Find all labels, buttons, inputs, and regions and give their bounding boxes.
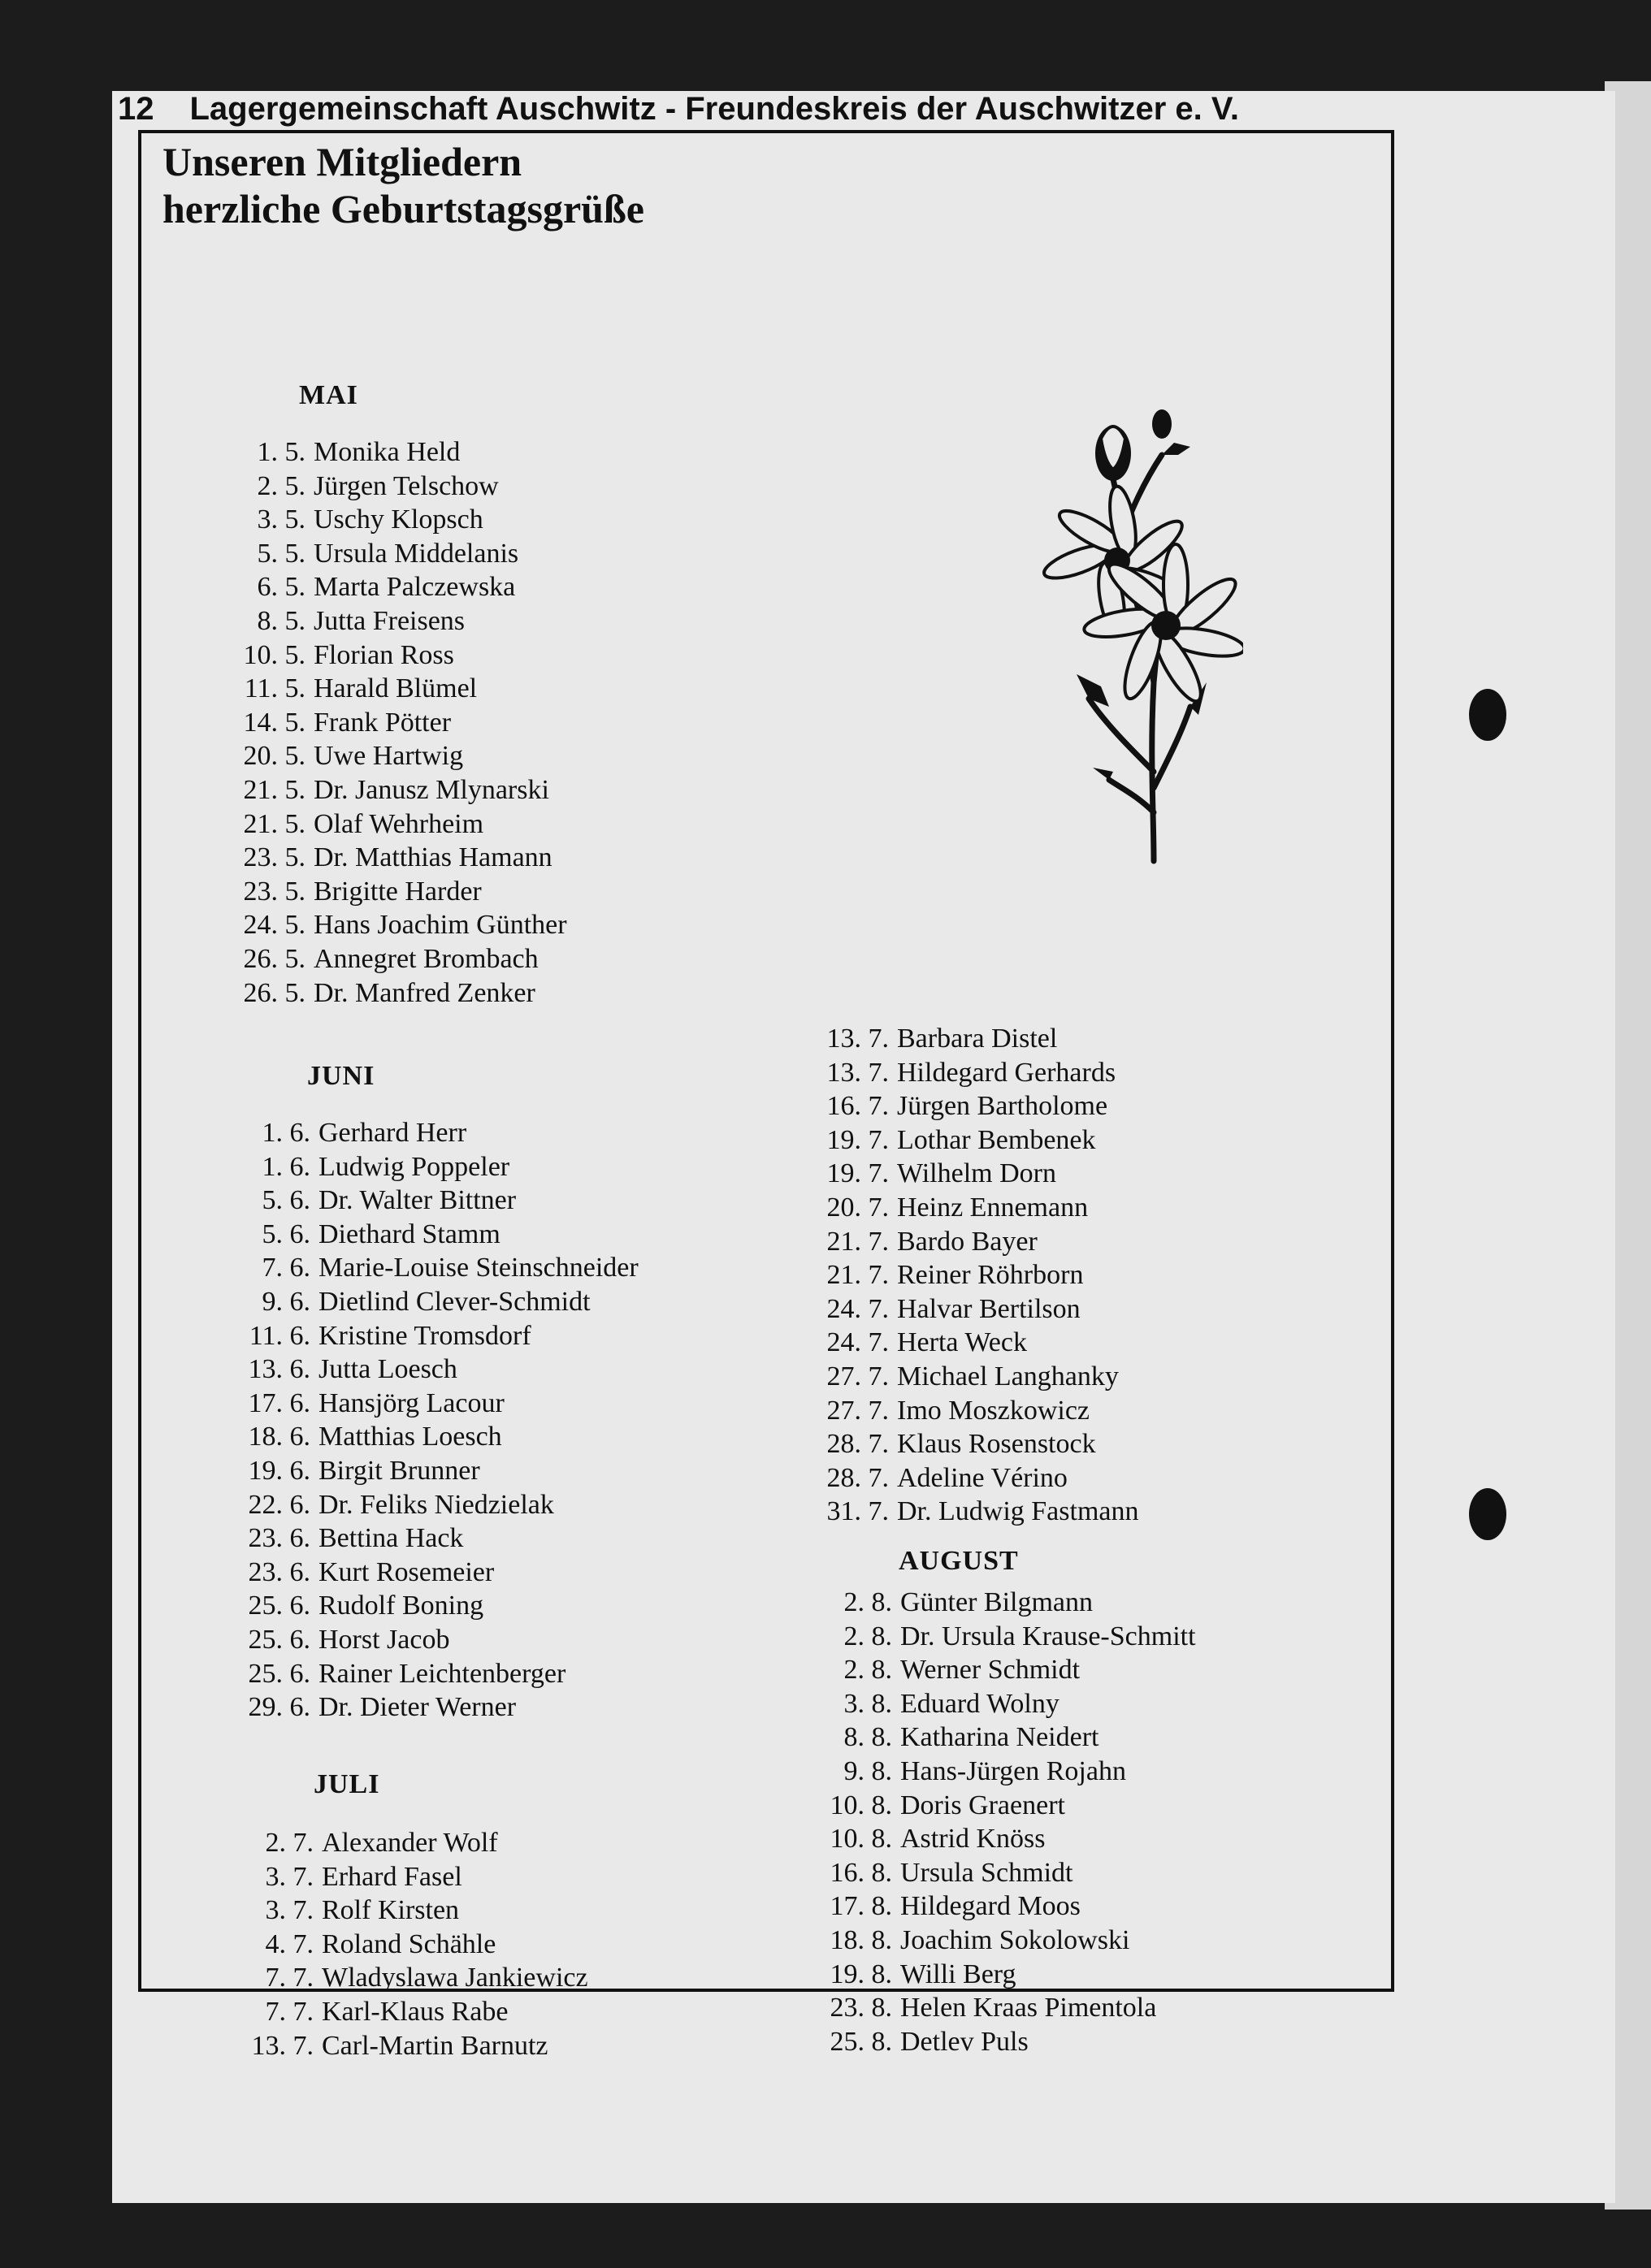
birthday-date: 4. 7. [265,1928,314,1959]
month-heading-juni: JUNI [307,1061,375,1091]
birthday-date: 11. 6. [249,1320,310,1351]
member-name: Helen Kraas Pimentola [900,1993,1157,2023]
list-item [236,1995,588,2029]
birthday-date: 28. 7. [826,1462,889,1493]
member-name: Brigitte Harder [314,876,482,907]
member-name: Hildegard Gerhards [897,1057,1116,1088]
birthday-date: 25. 6. [248,1591,310,1621]
list-item [232,1218,639,1252]
birthday-date: 24. 5. [243,910,306,941]
birthday-date: 5. 5. [257,538,306,569]
member-name: Jürgen Telschow [314,470,499,501]
member-name: Adeline Vérino [897,1462,1068,1493]
birthday-date: 1. 5. [257,437,306,467]
list-item [232,1116,639,1150]
list-item [228,604,567,638]
list-item [232,1657,639,1691]
member-name: Florian Ross [314,639,454,670]
member-name: Willi Berg [900,1959,1016,1989]
birthday-date: 16. 7. [826,1091,889,1122]
list-item [236,1928,588,1962]
member-name: Katharina Neidert [900,1722,1099,1753]
list-item [811,1258,1138,1292]
birthday-date: 19. 6. [248,1455,310,1486]
member-name: Dr. Matthias Hamann [314,842,552,873]
list-item [228,908,567,942]
member-name: Gerhard Herr [318,1118,467,1148]
birthday-date: 25. 8. [830,2026,892,2057]
list-item [232,1387,639,1421]
member-name: Uschy Klopsch [314,504,483,535]
member-name: Dr. Ludwig Fastmann [897,1496,1139,1527]
birthday-date: 16. 8. [830,1857,892,1888]
birthday-date: 29. 6. [248,1692,310,1723]
birthday-date: 23. 5. [243,876,306,907]
list-item [228,942,567,976]
member-name: Carl-Martin Barnutz [322,2030,548,2061]
member-name: Erhard Fasel [322,1861,462,1892]
list-item [814,1789,1196,1823]
birthday-date: 19. 7. [826,1158,889,1189]
birthday-date: 3. 8. [843,1688,892,1719]
birthday-date: 31. 7. [826,1496,889,1527]
birthday-date: 19. 8. [830,1959,892,1989]
member-name: Ludwig Poppeler [318,1151,510,1182]
member-name: Bettina Hack [318,1523,464,1554]
list-item [228,638,567,673]
list-item [814,1924,1196,1958]
list-item [232,1420,639,1454]
list-item [814,1653,1196,1687]
member-name: Rainer Leichtenberger [318,1658,566,1689]
list-item [228,773,567,807]
list-item [811,1360,1138,1394]
member-name: Dr. Janusz Mlynarski [314,774,549,805]
birthday-date: 23. 6. [248,1556,310,1587]
list-item [811,1056,1138,1090]
list-item [228,672,567,706]
list-item [811,1461,1138,1495]
list-item [811,1292,1138,1327]
list-item [814,2025,1196,2059]
member-name: Annegret Brombach [314,943,539,974]
birthday-date: 7. 7. [265,1963,314,1993]
list-item [814,1687,1196,1721]
birthday-date: 17. 6. [248,1387,310,1418]
member-name: Roland Schähle [322,1928,496,1959]
member-name: Herta Weck [897,1327,1027,1358]
list-juni [232,1116,639,1725]
article-title [162,138,644,232]
member-name: Dr. Ursula Krause-Schmitt [900,1621,1196,1651]
birthday-date: 27. 7. [826,1395,889,1426]
birthday-date: 2. 8. [843,1587,892,1617]
birthday-date: 28. 7. [826,1429,889,1460]
birthday-date: 20. 7. [826,1192,889,1223]
birthday-date: 26. 5. [243,943,306,974]
list-item [814,1720,1196,1755]
birthday-date: 2. 8. [843,1655,892,1686]
list-item [228,841,567,875]
member-name: Rudolf Boning [318,1591,484,1621]
member-name: Monika Held [314,437,461,467]
member-name: Astrid Knöss [900,1824,1046,1855]
list-item [236,1860,588,1894]
list-item [814,1586,1196,1620]
birthday-date: 10. 5. [243,639,306,670]
member-name: Wilhelm Dorn [897,1158,1056,1189]
birthday-date: 3. 7. [265,1895,314,1926]
list-august [814,1586,1196,2058]
birthday-date: 6. 5. [257,572,306,603]
birthday-date: 23. 5. [243,842,306,873]
member-name: Hildegard Moos [900,1891,1081,1922]
list-item [232,1184,639,1218]
list-item [814,1755,1196,1789]
birthday-date: 24. 7. [826,1327,889,1358]
member-name: Wladyslawa Jankiewicz [322,1963,588,1993]
list-item [228,739,567,773]
member-name: Dietlind Clever-Schmidt [318,1286,591,1317]
title-line-2: herzliche Geburtstagsgrüße [162,186,644,232]
list-item [228,706,567,740]
member-name: Matthias Loesch [318,1422,502,1452]
list-juli-right [811,1022,1138,1529]
member-name: Klaus Rosenstock [897,1429,1096,1460]
list-item [232,1150,639,1184]
member-name: Ursula Middelanis [314,538,519,569]
member-name: Dr. Feliks Niedzielak [318,1489,554,1520]
member-name: Dr. Walter Bittner [318,1185,517,1216]
list-item [814,1991,1196,2025]
birthday-date: 11. 5. [244,673,306,704]
birthday-date: 2. 5. [257,470,306,501]
member-name: Marie-Louise Steinschneider [318,1253,639,1283]
birthday-date: 10. 8. [830,1824,892,1855]
member-name: Jutta Freisens [314,605,466,636]
birthday-date: 17. 8. [830,1891,892,1922]
list-item [814,1856,1196,1890]
birthday-date: 5. 6. [262,1218,310,1249]
list-item [811,1123,1138,1158]
member-name: Marta Palczewska [314,572,516,603]
list-item [232,1454,639,1488]
list-juli-left [236,1826,588,2062]
list-item [236,1826,588,1860]
member-name: Eduard Wolny [900,1688,1060,1719]
birthday-date: 7. 7. [265,1996,314,2027]
birthday-date: 9. 8. [843,1755,892,1786]
list-item [232,1623,639,1657]
list-item [228,976,567,1011]
page-number: 12 [118,91,154,127]
birthday-date: 10. 8. [830,1790,892,1820]
member-name: Birgit Brunner [318,1455,480,1486]
header-title: Lagergemeinschaft Auschwitz - Freundeskreis der Auschwitzer e. V. [189,91,1240,127]
member-name: Reiner Röhrborn [897,1260,1084,1291]
member-name: Harald Blümel [314,673,478,704]
birthday-date: 20. 5. [243,741,306,772]
birthday-date: 18. 6. [248,1422,310,1452]
list-item [811,1495,1138,1529]
birthday-date: 8. 8. [843,1722,892,1753]
list-item [232,1285,639,1319]
flower-icon [1032,406,1243,869]
list-item [228,875,567,909]
list-item [232,1589,639,1623]
member-name: Joachim Sokolowski [900,1924,1130,1955]
member-name: Dr. Dieter Werner [318,1692,517,1723]
birthday-date: 23. 8. [830,1993,892,2023]
birthday-date: 21. 5. [243,808,306,839]
list-item [228,503,567,537]
birthday-date: 3. 7. [265,1861,314,1892]
birthday-date: 24. 7. [826,1293,889,1324]
list-item [811,1326,1138,1360]
member-name: Frank Pötter [314,707,452,738]
list-item [228,470,567,504]
birthday-date: 8. 5. [257,605,306,636]
member-name: Ursula Schmidt [900,1857,1073,1888]
list-item [811,1191,1138,1225]
list-item [811,1394,1138,1428]
birthday-date: 2. 8. [843,1621,892,1651]
member-name: Jürgen Bartholome [897,1091,1108,1122]
birthday-date: 19. 7. [826,1124,889,1155]
list-item [232,1521,639,1556]
list-item [236,1961,588,1995]
member-name: Olaf Wehrheim [314,808,484,839]
list-item [228,537,567,571]
punch-hole [1469,689,1506,741]
title-line-1: Unseren Mitgliedern [162,139,522,184]
birthday-date: 21. 5. [243,774,306,805]
month-heading-mai: MAI [299,380,358,410]
birthday-date: 23. 6. [248,1523,310,1554]
member-name: Kristine Tromsdorf [318,1320,531,1351]
list-item [811,1022,1138,1056]
member-name: Diethard Stamm [318,1218,500,1249]
list-item [811,1427,1138,1461]
list-item [814,1889,1196,1924]
birthday-date: 5. 6. [262,1185,310,1216]
member-name: Lothar Bembenek [897,1124,1096,1155]
list-item [811,1225,1138,1259]
member-name: Dr. Manfred Zenker [314,977,535,1008]
birthday-date: 21. 7. [826,1226,889,1257]
member-name: Hans-Jürgen Rojahn [900,1755,1126,1786]
list-item [236,1894,588,1928]
list-item [232,1690,639,1725]
list-item [811,1089,1138,1123]
birthday-date: 18. 8. [830,1924,892,1955]
member-name: Karl-Klaus Rabe [322,1996,509,2027]
member-name: Rolf Kirsten [322,1895,460,1926]
member-name: Bardo Bayer [897,1226,1038,1257]
member-name: Kurt Rosemeier [318,1556,495,1587]
birthday-date: 7. 6. [262,1253,310,1283]
birthday-date: 25. 6. [248,1658,310,1689]
member-name: Michael Langhanky [897,1361,1119,1392]
birthday-date: 2. 7. [265,1828,314,1858]
birthday-date: 13. 6. [248,1354,310,1385]
member-name: Werner Schmidt [900,1655,1081,1686]
list-item [232,1251,639,1285]
list-item [228,807,567,842]
member-name: Hansjörg Lacour [318,1387,505,1418]
month-heading-juli: JULI [314,1769,380,1799]
list-item [228,570,567,604]
punch-hole [1469,1488,1506,1540]
list-item [236,2029,588,2063]
list-item [814,1620,1196,1654]
member-name: Uwe Hartwig [314,741,464,772]
member-name: Hans Joachim Günther [314,910,567,941]
birthday-date: 21. 7. [826,1260,889,1291]
member-name: Günter Bilgmann [900,1587,1094,1617]
member-name: Horst Jacob [318,1624,450,1655]
member-name: Doris Graenert [900,1790,1065,1820]
month-heading-august: AUGUST [899,1546,1019,1576]
member-name: Barbara Distel [897,1024,1058,1054]
page-header [118,91,1239,128]
birthday-date: 25. 6. [248,1624,310,1655]
member-name: Heinz Ennemann [897,1192,1089,1223]
member-name: Alexander Wolf [322,1828,498,1858]
list-item [232,1488,639,1522]
birthday-date: 1. 6. [262,1118,310,1148]
birthday-date: 14. 5. [243,707,306,738]
list-item [228,435,567,470]
member-name: Jutta Loesch [318,1354,457,1385]
list-item [814,1958,1196,1992]
member-name: Halvar Bertilson [897,1293,1081,1324]
birthday-date: 26. 5. [243,977,306,1008]
list-item [232,1319,639,1353]
birthday-date: 22. 6. [248,1489,310,1520]
list-item [232,1353,639,1387]
birthday-date: 1. 6. [262,1151,310,1182]
list-mai [228,435,567,1010]
list-item [811,1157,1138,1191]
list-item [232,1556,639,1590]
birthday-date: 3. 5. [257,504,306,535]
birthday-date: 27. 7. [826,1361,889,1392]
birthday-date: 13. 7. [251,2030,314,2061]
birthday-date: 9. 6. [262,1286,310,1317]
member-name: Imo Moszkowicz [897,1395,1090,1426]
list-item [814,1822,1196,1856]
member-name: Detlev Puls [900,2026,1029,2057]
birthday-date: 13. 7. [826,1057,889,1088]
birthday-date: 13. 7. [826,1024,889,1054]
